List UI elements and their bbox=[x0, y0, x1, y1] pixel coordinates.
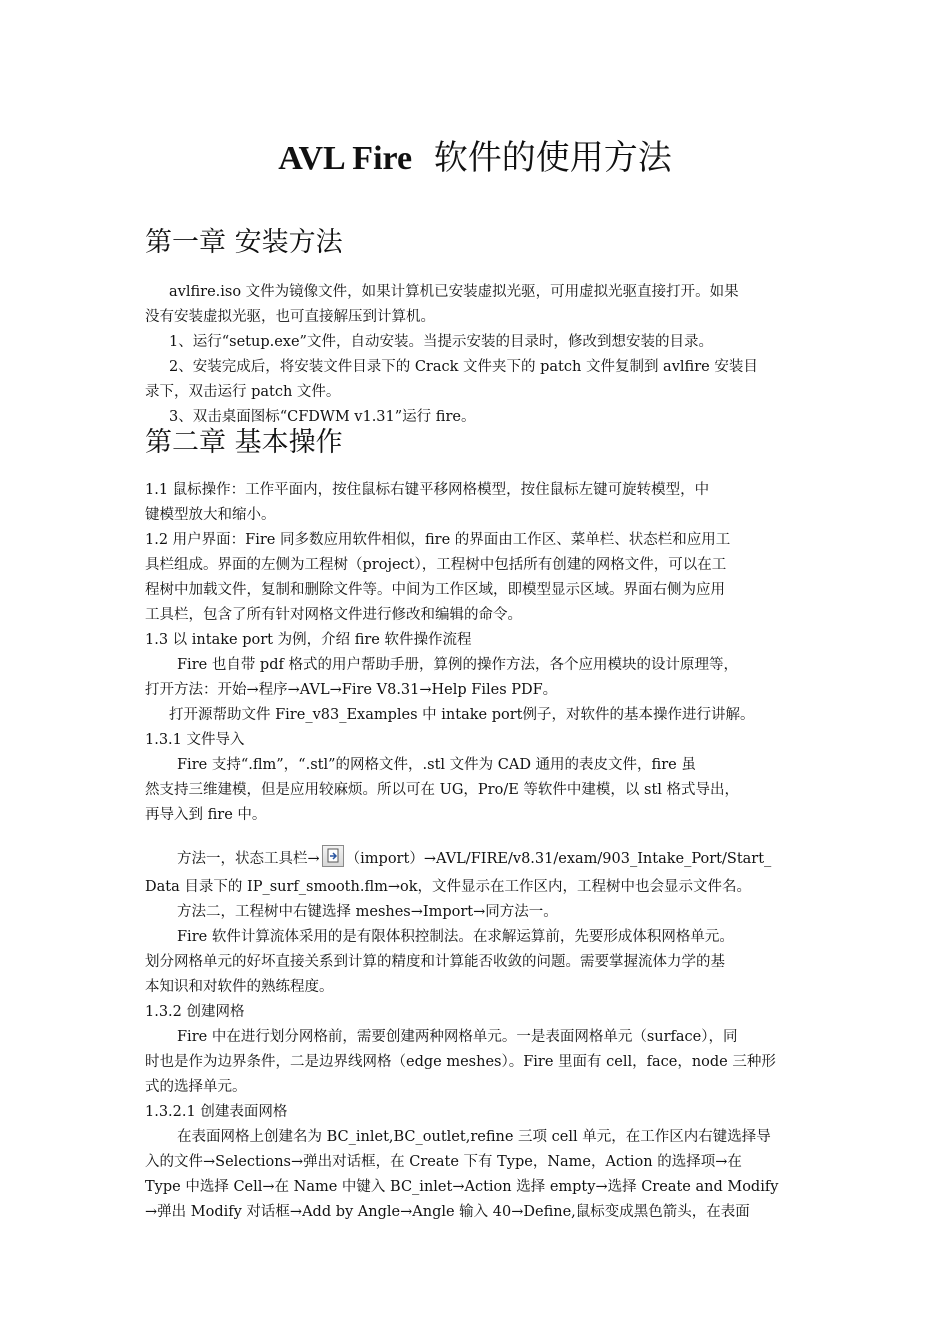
text-line: 本知识和对软件的熟练程度。 bbox=[145, 979, 334, 995]
text-line: Fire 中在进行划分网格前，需要创建两种网格单元。一是表面网格单元（surface），同 bbox=[177, 1029, 738, 1045]
text-line: Type 中选择 Cell→在 Name 中键入 BC_inlet→Action 选择 empty→选择 Create and Modify bbox=[145, 1179, 779, 1195]
text-line: 然支持三维建模，但是应用较麻烦。所以可在 UG，Pro/E 等软件中建模，以 stl 格式导出， bbox=[145, 782, 740, 798]
text-line: 录下，双击运行 patch 文件。 bbox=[145, 384, 341, 400]
section-1-2: 1.2 用户界面：Fire 同多数应用软件相似，fire 的界面由工作区、菜单栏、状态栏和应用工 bbox=[145, 532, 731, 548]
section-1-3-2-1: 1.3.2.1 创建表面网格 bbox=[145, 1104, 288, 1120]
text-line: 再导入到 fire 中。 bbox=[145, 807, 267, 823]
text-line: 没有安装虚拟光驱，也可直接解压到计算机。 bbox=[145, 309, 435, 325]
method-2: 方法二，工程树中右键选择 meshes→Import→同方法一。 bbox=[177, 904, 558, 920]
text-line: 具栏组成。界面的左侧为工程树（project），工程树中包括所有创建的网格文件，可以在工 bbox=[145, 557, 727, 573]
text-line: 在表面网格上创建名为 BC_inlet,BC_outlet,refine 三项 cell 单元，在工作区内右键选择导 bbox=[177, 1129, 771, 1145]
text-line: 式的选择单元。 bbox=[145, 1079, 247, 1095]
text-line: Data 目录下的 IP_surf_smooth.flm→ok，文件显示在工作区内，工程树中也会显示文件名。 bbox=[145, 879, 752, 895]
document-title bbox=[0, 134, 950, 183]
section-1-3-2: 1.3.2 创建网格 bbox=[145, 1004, 245, 1020]
text-line: 打开源帮助文件 Fire_v83_Examples 中 intake port例子，对软件的基本操作进行讲解。 bbox=[169, 707, 755, 723]
method-1 bbox=[145, 843, 808, 900]
chapter-1-heading: 第一章 安装方法 bbox=[145, 227, 343, 258]
title-latin: AVL Fire bbox=[278, 140, 413, 177]
text-line: 时也是作为边界条件，二是边界线网格（edge meshes）。Fire 里面有 cell，face，node 三种形 bbox=[145, 1054, 776, 1070]
chapter-2-body bbox=[145, 478, 808, 828]
install-step-2: 2、安装完成后，将安装文件目录下的 Crack 文件夹下的 patch 文件复制到 avlfire 安装目 bbox=[169, 359, 758, 375]
text-line: 打开方法：开始→程序→AVL→Fire V8.31→Help Files PDF。 bbox=[145, 682, 558, 698]
text-line: Fire 也自带 pdf 格式的用户帮助手册，算例的操作方法，各个应用模块的设计原理等， bbox=[177, 657, 738, 673]
text-line: 工具栏，包含了所有针对网格文件进行修改和编辑的命令。 bbox=[145, 607, 522, 623]
method-1-path: （import）→AVL/FIRE/v8.31/exam/903_Intake_Port/Start_ bbox=[345, 851, 772, 867]
text-line: Fire 软件计算流体采用的是有限体积控制法。在求解运算前，先要形成体积网格单元。 bbox=[177, 929, 734, 945]
install-step-3: 3、双击桌面图标“CFDWM v1.31”运行 fire。 bbox=[169, 409, 476, 425]
title-cjk: 软件的使用方法 bbox=[433, 138, 672, 178]
chapter-2-continued bbox=[145, 900, 808, 1225]
section-1-1: 1.1 鼠标操作：工作平面内，按住鼠标右键平移网格模型，按住鼠标左键可旋转模型，中 bbox=[145, 482, 710, 498]
method-1-prefix: 方法一，状态工具栏→ bbox=[177, 851, 320, 867]
text-line: Fire 支持“.flm”，“.stl”的网格文件，.stl 文件为 CAD 通用的表皮文件，fire 虽 bbox=[177, 757, 696, 773]
install-step-1: 1、运行“setup.exe”文件，自动安装。当提示安装的目录时，修改到想安装的目录。 bbox=[169, 334, 713, 350]
text-line bbox=[145, 843, 808, 875]
text-line: 程树中加载文件，复制和删除文件等。中间为工作区域，即模型显示区域。界面右侧为应用 bbox=[145, 582, 725, 598]
text-line: 键模型放大和缩小。 bbox=[145, 507, 276, 523]
chapter-1-intro bbox=[145, 280, 808, 430]
import-icon bbox=[322, 845, 344, 867]
text-line: 入的文件→Selections→弹出对话框，在 Create 下有 Type，Name，Action 的选择项→在 bbox=[145, 1154, 742, 1170]
section-1-3-1: 1.3.1 文件导入 bbox=[145, 732, 245, 748]
section-1-3: 1.3 以 intake port 为例，介绍 fire 软件操作流程 bbox=[145, 632, 472, 648]
text-line: avlfire.iso 文件为镜像文件，如果计算机已安装虚拟光驱，可用虚拟光驱直接打开。如果 bbox=[169, 284, 739, 300]
text-line: →弹出 Modify 对话框→Add by Angle→Angle 输入 40→Define,鼠标变成黑色箭头，在表面 bbox=[145, 1204, 750, 1220]
text-line: 划分网格单元的好坏直接关系到计算的精度和计算能否收敛的问题。需要掌握流体力学的基 bbox=[145, 954, 725, 970]
chapter-2-heading: 第二章 基本操作 bbox=[145, 427, 343, 458]
